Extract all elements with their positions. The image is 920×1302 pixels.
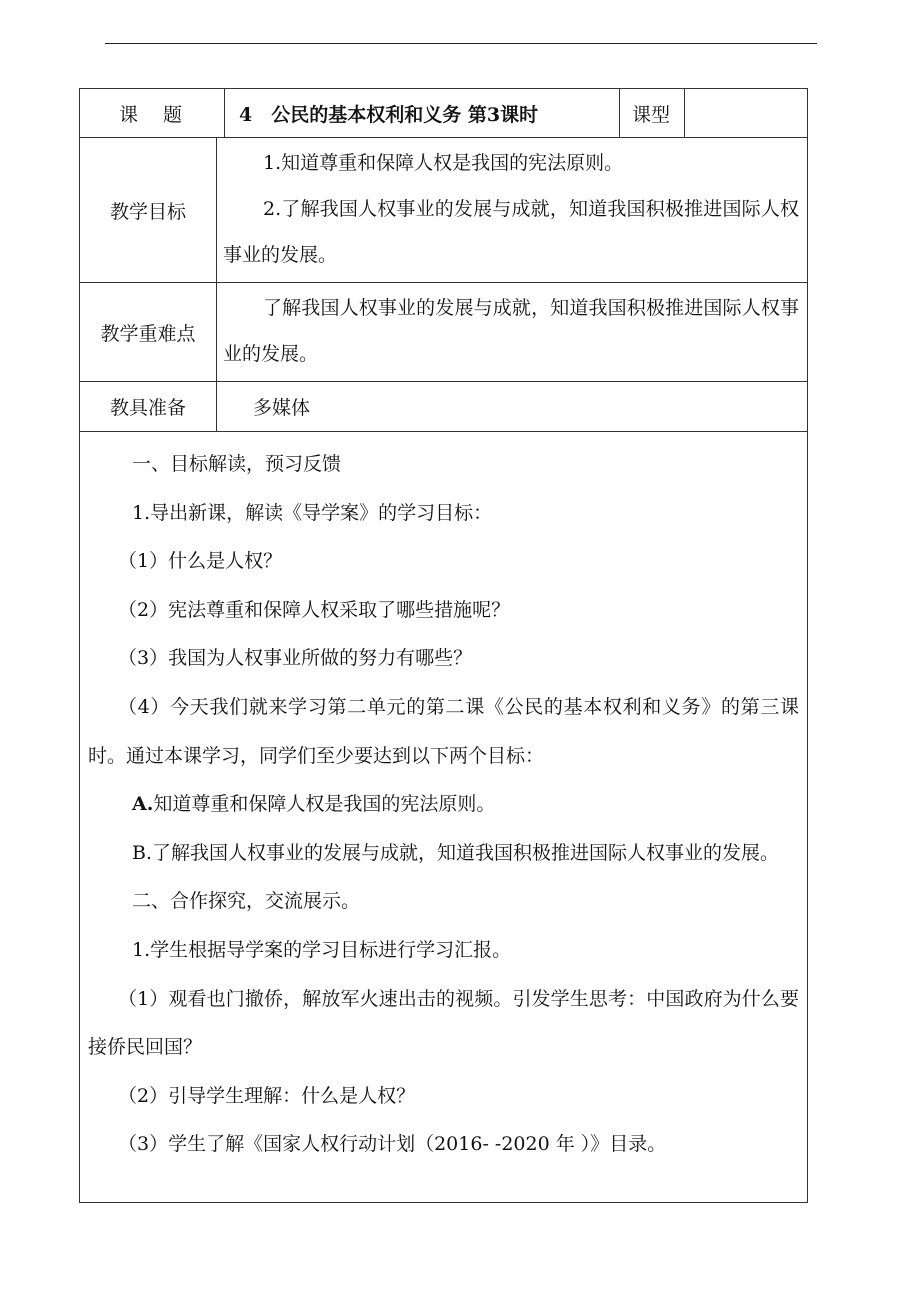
paragraph: 1.学生根据导学案的学习目标进行学习汇报。	[132, 938, 512, 961]
section-heading: 二、合作探究，交流展示。	[132, 890, 361, 913]
procedure-row	[80, 432, 808, 1203]
header-rule	[105, 43, 817, 44]
lesson-title: 4 公民的基本权利和义务 第3课时	[225, 89, 620, 138]
materials-label: 教具准备	[80, 382, 217, 432]
objectives-content	[217, 138, 808, 283]
paragraph: （4）今天我们就来学习第二单元的第二课《公民的基本权利和义务》的第三课时。通过本课学习，同学们至少要达到以下两个目标：	[88, 695, 800, 767]
activity-item: （2）引导学生理解：什么是人权？	[118, 1084, 416, 1107]
procedure-content	[80, 432, 808, 1203]
key-points-text: 了解我国人权事业的发展与成就，知道我国积极推进国际人权事业的发展。	[223, 297, 800, 365]
question-item: （1）什么是人权？	[118, 550, 283, 573]
lesson-plan-table	[79, 88, 808, 1203]
title-row	[80, 89, 808, 138]
question-item: （2）宪法尊重和保障人权采取了哪些措施呢？	[118, 598, 511, 621]
materials-row	[80, 382, 808, 432]
objectives-row	[80, 138, 808, 283]
goal-a-text: 知道尊重和保障人权是我国的宪法原则。	[153, 793, 496, 816]
goal-a	[88, 780, 799, 829]
paragraph: 1.导出新课，解读《导学案》的学习目标：	[132, 501, 493, 524]
objective-item: 2.了解我国人权事业的发展与成就，知道我国积极推进国际人权事业的发展。	[223, 198, 800, 266]
materials-value: 多媒体	[217, 382, 808, 432]
goal-b: B.了解我国人权事业的发展与成就，知道我国积极推进国际人权事业的发展。	[132, 841, 780, 864]
objectives-label: 教学目标	[80, 138, 217, 283]
activity-item: （3）学生了解《国家人权行动计划（2016- -2020 年 ）》目录。	[118, 1133, 667, 1156]
course-label: 课 题	[80, 89, 225, 138]
key-points-content	[217, 283, 808, 382]
goal-a-prefix: A.	[132, 793, 154, 816]
key-points-label: 教学重难点	[80, 283, 217, 382]
type-value	[685, 89, 808, 138]
question-item: （3）我国为人权事业所做的努力有哪些？	[118, 647, 473, 670]
activity-item: （1）观看也门撤侨，解放军火速出击的视频。引发学生思考：中国政府为什么要接侨民回国？	[88, 987, 800, 1059]
section-heading: 一、目标解读，预习反馈	[132, 453, 342, 475]
objective-item: 1.知道尊重和保障人权是我国的宪法原则。	[263, 152, 624, 174]
type-label: 课型	[620, 89, 685, 138]
key-points-row	[80, 283, 808, 382]
